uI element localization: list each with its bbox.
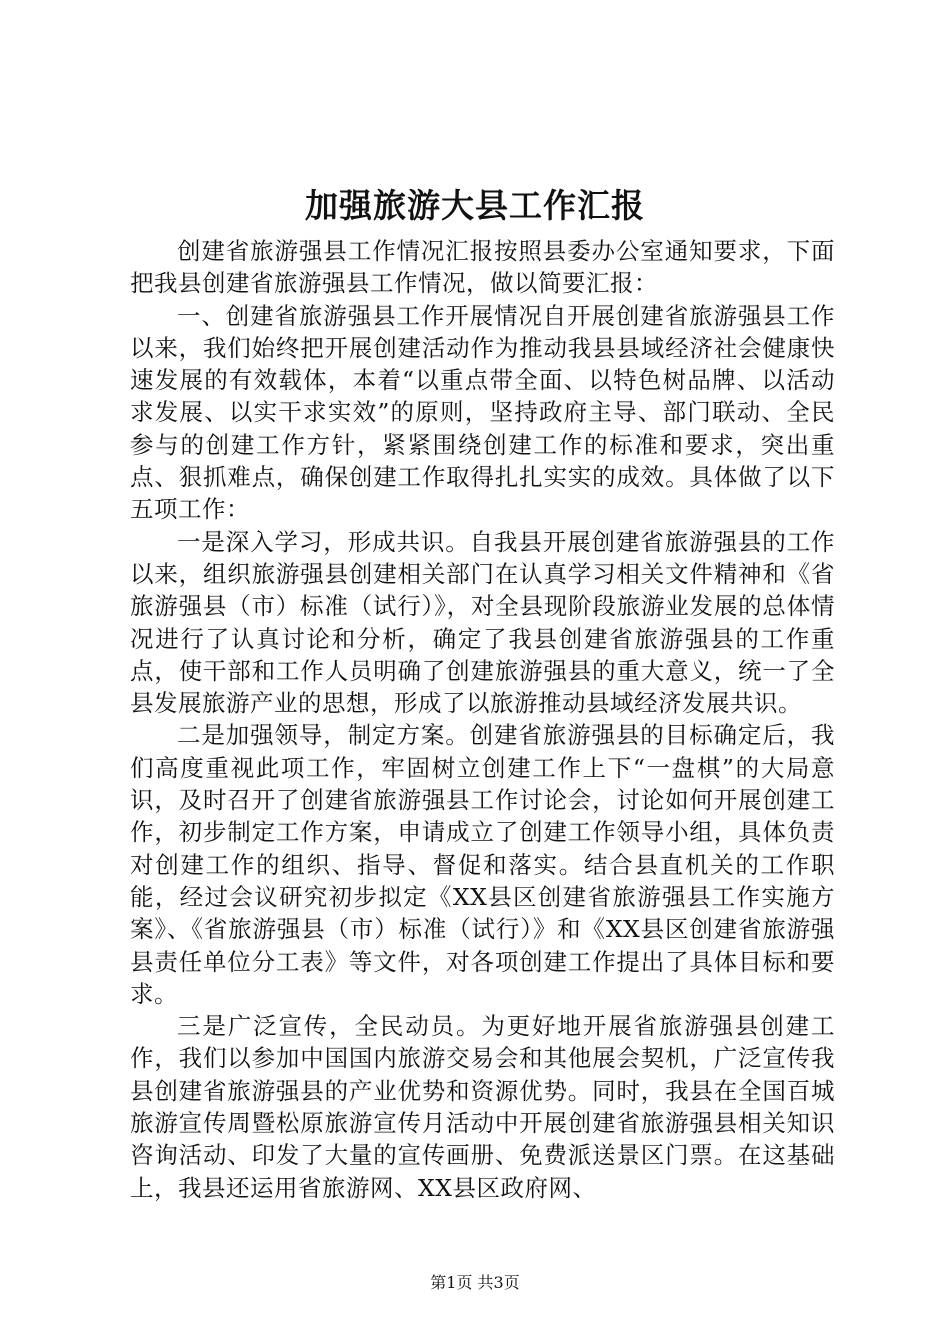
paragraph-intro: 创建省旅游强县工作情况汇报按照县委办公室通知要求，下面把我县创建省旅游强县工作情况，做以简要汇报：: [130, 237, 835, 298]
page-number-footer: 第1页 共3页: [430, 1273, 520, 1292]
paragraph-section-1: 一、创建省旅游强县工作开展情况自开展创建省旅游强县工作以来，我们始终把开展创建活动作为推动我县县域经济社会健康快速发展的有效载体，本着“以重点带全面、以特色树品牌、以活动求发展、以实干求实效”的原则，坚持政府主导、部门联动、全民参与的创建工作方针，紧紧围绕创建工作的标准和要求，突出重点、狠抓难点，确保创建工作取得扎扎实实的成效。具体做了以下五项工作：: [130, 301, 835, 524]
paragraph-item-2: 二是加强领导，制定方案。创建省旅游强县的目标确定后，我们高度重视此项工作，牢固树立创建工作上下“一盘棋”的大局意识，及时召开了创建省旅游强县工作讨论会，讨论如何开展创建工作，初步制定工作方案，申请成立了创建工作领导小组，具体负责对创建工作的组织、指导、督促和落实。结合县直机关的工作职能，经过会议研究初步拟定《XX县区创建省旅游强县工作实施方案》、《省旅游强县（市）标准（试行）》和《XX县区创建省旅游强县责任单位分工表》等文件，对各项创建工作提出了具体目标和要求。: [130, 721, 835, 1008]
paragraph-item-3: 三是广泛宣传，全民动员。为更好地开展省旅游强县创建工作，我们以参加中国国内旅游交易会和其他展会契机，广泛宣传我县创建省旅游强县的产业优势和资源优势。同时，我县在全国百城旅游宣传周暨松原旅游宣传月活动中开展创建省旅游强县相关知识咨询活动、印发了大量的宣传画册、免费派送景区门票。在这基础上，我县还运用省旅游网、XX县区政府网、: [130, 1012, 835, 1202]
paragraph-item-1: 一是深入学习，形成共识。自我县开展创建省旅游强县的工作以来，组织旅游强县创建相关部门在认真学习相关文件精神和《省旅游强县（市）标准（试行）》，对全县现阶段旅游业发展的总体情况进行了认真讨论和分析，确定了我县创建省旅游强县的工作重点，使干部和工作人员明确了创建旅游强县的重大意义，统一了全县发展旅游产业的思想，形成了以旅游推动县域经济发展共识。: [130, 527, 835, 718]
document-title: 加强旅游大县工作汇报: [305, 186, 645, 225]
document-body: [130, 235, 835, 1204]
